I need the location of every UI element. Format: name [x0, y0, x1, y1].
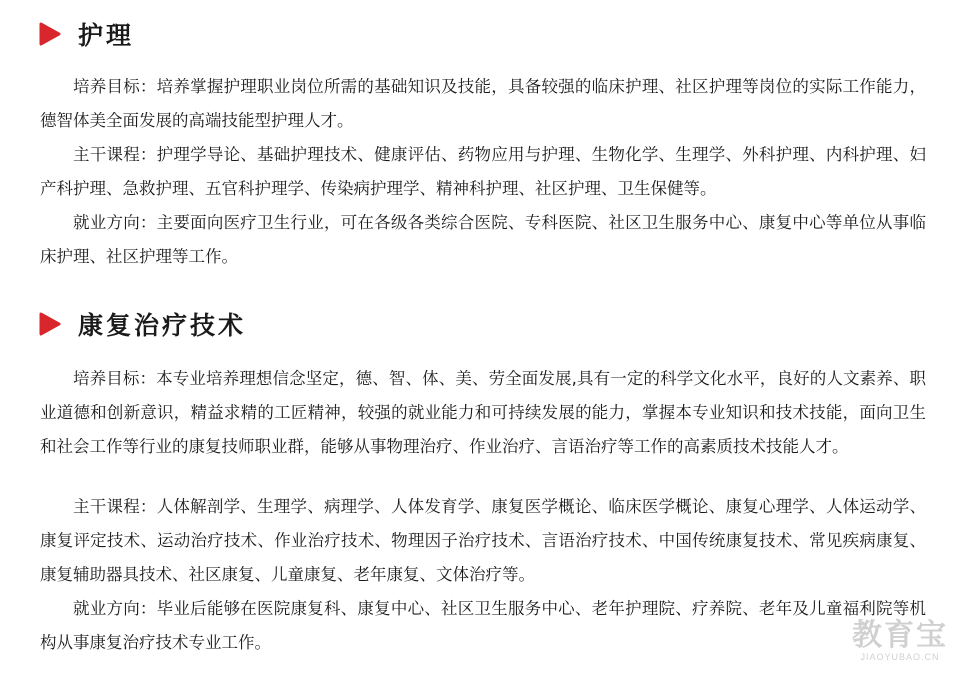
section-header-nursing: [38, 16, 134, 52]
main-courses-paragraph: 主干课程：护理学导论、基础护理技术、健康评估、药物应用与护理、生物化学、生理学、外科护理、内科护理、妇产科护理、急救护理、五官科护理学、传染病护理学、精神科护理、社区护理、卫生保健等。: [40, 145, 926, 198]
career-direction-paragraph: 就业方向：毕业后能够在医院康复科、康复中心、社区卫生服务中心、老年护理院、疗养院、老年及儿童福利院等机构从事康复治疗技术专业工作。: [40, 599, 926, 652]
section-header-rehab: [38, 306, 246, 342]
career-direction-paragraph: 就业方向：主要面向医疗卫生行业，可在各级各类综合医院、专科医院、社区卫生服务中心、康复中心等单位从事临床护理、社区护理等工作。: [40, 213, 926, 266]
watermark-main-text: 教育宝: [852, 618, 948, 653]
red-play-icon: [38, 22, 62, 46]
training-goal-paragraph: 培养目标：培养掌握护理职业岗位所需的基础知识及技能，具备较强的临床护理、社区护理等岗位的实际工作能力，德智体美全面发展的高端技能型护理人才。: [40, 77, 926, 130]
watermark-logo: [852, 620, 948, 662]
red-play-icon: [38, 312, 62, 336]
training-goal-paragraph: 培养目标：本专业培养理想信念坚定，德、智、体、美、劳全面发展,具有一定的科学文化水平，良好的人文素养、职业道德和创新意识，精益求精的工匠精神，较强的就业能力和可持续发展的能力，掌握本专业知识和技术技能，面向卫生和社会工作等行业的康复技师职业群，能够从事物理治疗、作业治疗、言语治疗等工作的高素质技术技能人才。: [40, 369, 926, 456]
watermark-url-text: JIAOYUBAO.CN: [860, 652, 940, 662]
section-title: 康复治疗技术: [78, 311, 247, 340]
section-title: 护理: [78, 21, 135, 50]
main-courses-paragraph: 主干课程：人体解剖学、生理学、病理学、人体发育学、康复医学概论、临床医学概论、康复心理学、人体运动学、康复评定技术、运动治疗技术、作业治疗技术、物理因子治疗技术、言语治疗技术、中国传统康复技术、常见疾病康复、康复辅助器具技术、社区康复、儿童康复、老年康复、文体治疗等。: [40, 497, 926, 584]
